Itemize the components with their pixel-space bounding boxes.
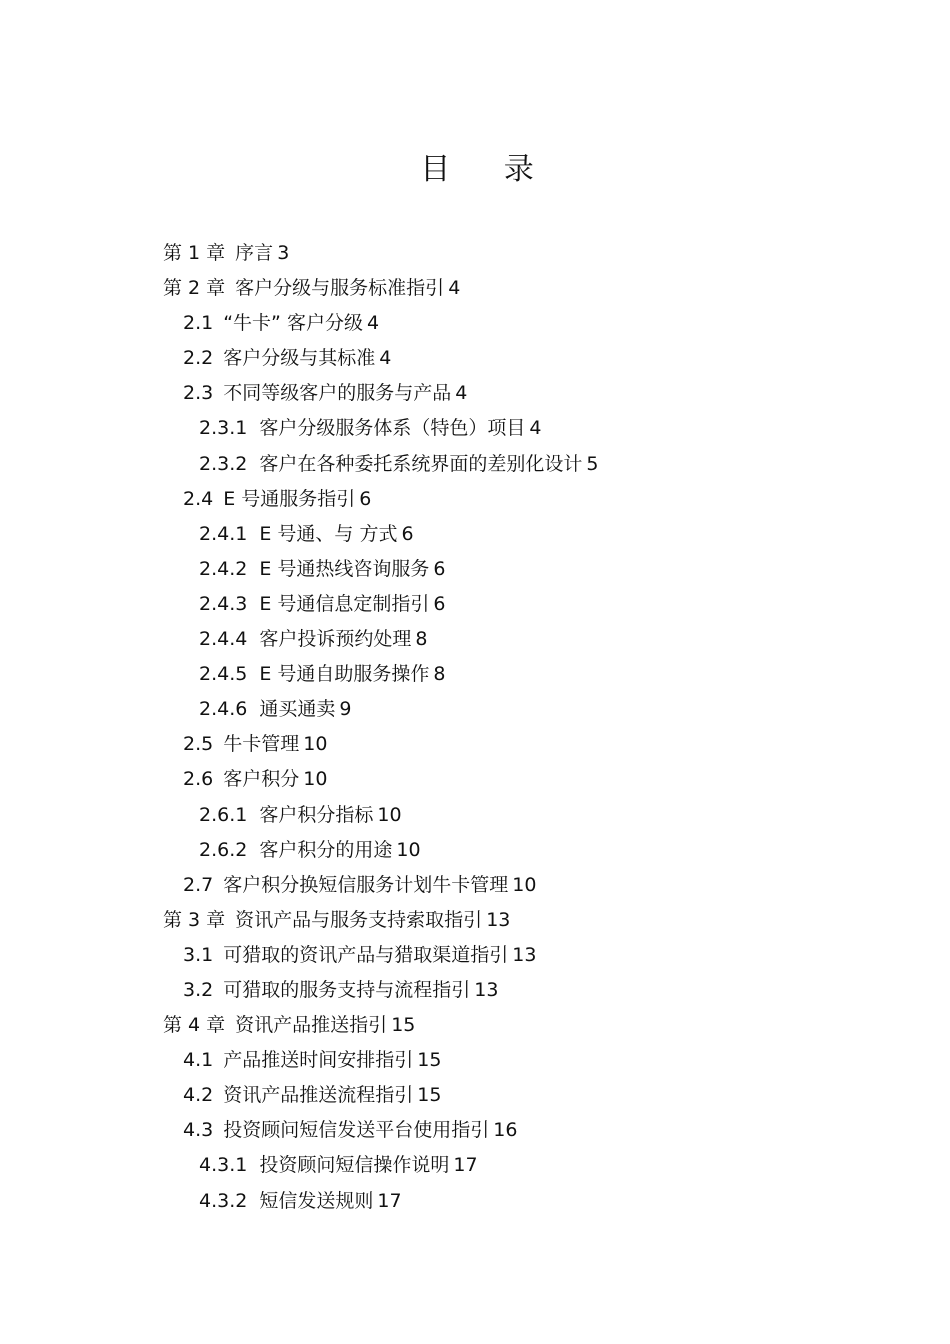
toc-entry-page-number: 4 [366, 312, 380, 335]
toc-entry-page-number: 4 [379, 347, 392, 370]
toc-entry[interactable] [163, 411, 598, 446]
toc-entry-page-number: 13 [474, 978, 499, 1001]
toc-entry-title: 客户积分换短信服务计划牛卡管理 [223, 873, 509, 896]
toc-entry-number: 2.4.2 [199, 557, 248, 580]
toc-entry-page-number: 13 [486, 908, 511, 931]
toc-entry[interactable] [163, 1043, 598, 1078]
toc-entry-number: 第 3 章 [163, 908, 226, 931]
toc-entry-page-number: 6 [433, 592, 446, 615]
toc-entry[interactable] [163, 1008, 598, 1043]
toc-entry-number: 2.4.1 [199, 522, 248, 545]
toc-entry[interactable] [163, 938, 598, 973]
toc-entry[interactable] [163, 587, 598, 622]
toc-entry-page-number: 3 [277, 242, 290, 264]
toc-entry-title: 客户在各种委托系统界面的差别化设计 [259, 452, 583, 475]
toc-entry-page-number: 6 [359, 487, 372, 510]
toc-entry-number: 4.1 [183, 1049, 214, 1072]
toc-entry-page-number: 8 [433, 663, 446, 686]
toc-entry-page-number: 4 [529, 417, 542, 440]
toc-entry-number: 2.4.6 [199, 698, 248, 721]
toc-entry-title: 投资顾问短信操作说明 [259, 1154, 450, 1177]
toc-entry-page-number: 6 [401, 522, 414, 545]
toc-entry-number: 4.2 [183, 1084, 214, 1107]
toc-entry-title: 客户分级与服务标准指引 [235, 277, 445, 300]
toc-entry-page-number: 16 [493, 1119, 518, 1142]
toc-entry-title: 资讯产品与服务支持索取指引 [235, 908, 483, 931]
toc-entry-title: 客户分级服务体系（特色）项目 [259, 417, 526, 440]
toc-entry[interactable] [163, 657, 598, 692]
toc-entry-title: 客户积分的用途 [259, 838, 393, 861]
toc-entry-title: “牛卡” 客户分级 [223, 312, 363, 335]
toc-entry-title: 不同等级客户的服务与产品 [223, 382, 452, 405]
toc-entry-number: 2.5 [183, 733, 214, 756]
toc-entry-title: 资讯产品推送流程指引 [223, 1084, 414, 1107]
toc-entry-title: 牛卡管理 [223, 733, 300, 756]
toc-entry-number: 4.3 [183, 1119, 214, 1142]
toc-entry[interactable] [163, 868, 598, 903]
toc-entry-title: 短信发送规则 [259, 1189, 374, 1212]
toc-entry[interactable] [163, 622, 598, 657]
toc-entry[interactable] [163, 762, 598, 797]
toc-entry-title: 可猎取的服务支持与流程指引 [223, 978, 471, 1001]
toc-entry-title: 投资顾问短信发送平台使用指引 [223, 1119, 490, 1142]
toc-entry-number: 2.6 [183, 768, 214, 791]
toc-entry-number: 2.7 [183, 873, 214, 896]
toc-entry-page-number: 17 [377, 1189, 402, 1212]
toc-entry-page-number: 4 [455, 382, 468, 405]
toc-entry[interactable] [163, 482, 598, 517]
toc-entry[interactable] [163, 1078, 598, 1113]
toc-entry-page-number: 4 [448, 277, 461, 300]
toc-entry-number: 2.2 [183, 347, 214, 370]
toc-entry[interactable] [163, 833, 598, 868]
toc-entry-page-number: 6 [433, 557, 446, 580]
toc-entry-number: 2.3.2 [199, 452, 248, 475]
toc-entry[interactable] [163, 306, 598, 341]
toc-entry-number: 第 4 章 [163, 1014, 226, 1037]
toc-entry-page-number: 10 [303, 768, 328, 791]
toc-entry[interactable] [163, 798, 598, 833]
toc-entry[interactable] [163, 447, 598, 482]
toc-entry-title: 客户投诉预约处理 [259, 628, 412, 651]
toc-entry-number: 2.3 [183, 382, 214, 405]
toc-entry-page-number: 10 [396, 838, 421, 861]
toc-entry-page-number: 10 [377, 803, 402, 826]
toc-entry[interactable] [163, 692, 598, 727]
toc-entry-number: 第 1 章 [163, 242, 226, 264]
toc-entry[interactable] [163, 903, 598, 938]
toc-entry[interactable] [163, 376, 598, 411]
toc-entry-number: 2.6.2 [199, 838, 248, 861]
toc-entry[interactable] [163, 1113, 598, 1148]
toc-entry-title: 序言 [235, 242, 274, 264]
toc-entry-page-number: 15 [391, 1014, 416, 1037]
toc-entry-title: 资讯产品推送指引 [235, 1014, 388, 1037]
toc-entry-page-number: 10 [303, 733, 328, 756]
toc-entry[interactable] [163, 1184, 598, 1219]
toc-entry-page-number: 13 [512, 943, 537, 966]
toc-entry-title: E 号通、与 方式 [259, 522, 398, 545]
toc-entry-title: E 号通热线咨询服务 [259, 557, 430, 580]
toc-entry-number: 4.3.1 [199, 1154, 248, 1177]
toc-entry[interactable] [163, 271, 598, 306]
toc-entry-number: 2.6.1 [199, 803, 248, 826]
toc-entry-page-number: 5 [586, 452, 599, 475]
toc-entry-title: 客户积分指标 [259, 803, 374, 826]
toc-entry[interactable] [163, 727, 598, 762]
toc-list [163, 236, 598, 1219]
toc-entry[interactable] [163, 973, 598, 1008]
toc-entry-title: E 号通信息定制指引 [259, 592, 430, 615]
toc-entry-title: 客户分级与其标准 [223, 347, 376, 370]
toc-entry-number: 2.4.5 [199, 663, 248, 686]
toc-entry-page-number: 9 [339, 698, 352, 721]
toc-entry-page-number: 8 [415, 628, 428, 651]
toc-entry-number: 2.4.4 [199, 628, 248, 651]
toc-title: 目 录 [420, 152, 556, 187]
toc-entry-number: 2.3.1 [199, 417, 248, 440]
toc-entry-number: 2.4 [183, 487, 214, 510]
toc-entry-title: E 号通自助服务操作 [259, 663, 430, 686]
toc-entry-title: 可猎取的资讯产品与猎取渠道指引 [223, 943, 509, 966]
toc-entry-page-number: 17 [453, 1154, 478, 1177]
toc-entry-number: 3.2 [183, 978, 214, 1001]
toc-entry-page-number: 15 [417, 1049, 442, 1072]
toc-entry[interactable] [163, 1148, 598, 1183]
toc-entry-title: 产品推送时间安排指引 [223, 1049, 414, 1072]
toc-entry-title: 客户积分 [223, 768, 300, 791]
toc-entry-title: 通买通卖 [259, 698, 336, 721]
toc-entry-page-number: 15 [417, 1084, 442, 1107]
toc-entry-title: E 号通服务指引 [223, 487, 356, 510]
toc-entry-number: 4.3.2 [199, 1189, 248, 1212]
toc-entry-number: 2.4.3 [199, 592, 248, 615]
toc-entry[interactable] [163, 341, 598, 376]
toc-entry[interactable] [163, 236, 598, 271]
toc-entry-number: 3.1 [183, 943, 214, 966]
toc-entry-number: 2.1 [183, 312, 214, 335]
toc-entry-page-number: 10 [512, 873, 537, 896]
toc-entry-number: 第 2 章 [163, 277, 226, 300]
toc-entry[interactable] [163, 517, 598, 552]
toc-entry[interactable] [163, 552, 598, 587]
